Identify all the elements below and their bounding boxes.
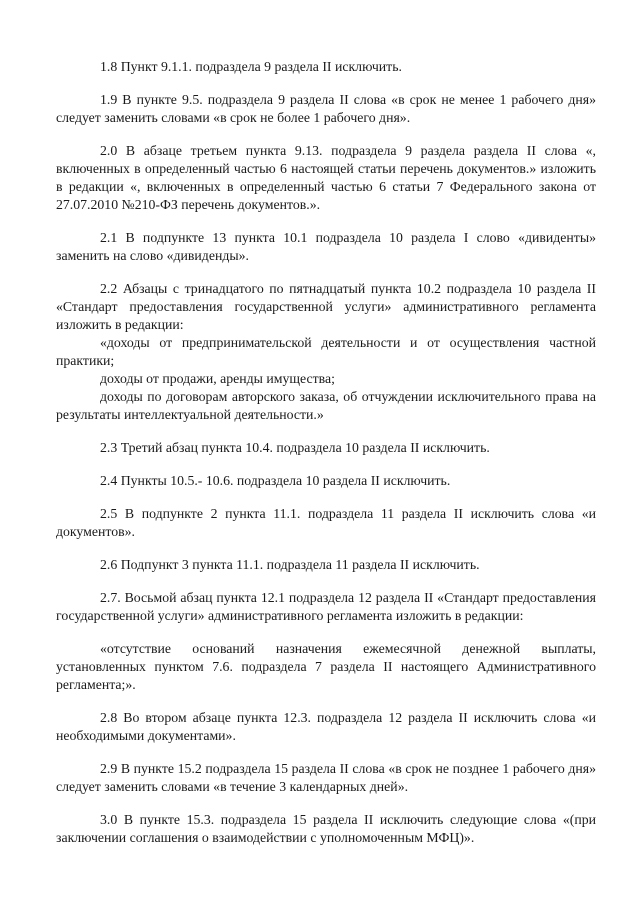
- paragraph-3-0: 3.0 В пункте 15.3. подраздела 15 раздела II исключить следующие слова «(при заключении соглашения о взаимодействии с уполномоченным МФЦ)».: [56, 812, 596, 845]
- paragraph-2-7: 2.7. Восьмой абзац пункта 12.1 подраздела 12 раздела II «Стандарт предоставления государственной услуги» административного регламента изложить в редакции:: [56, 590, 596, 623]
- paragraph-2-8: 2.8 Во втором абзаце пункта 12.3. подраздела 12 раздела II исключить слова «и необходимыми документами».: [56, 710, 596, 743]
- paragraph-2-9: 2.9 В пункте 15.2 подраздела 15 раздела II слова «в срок не позднее 1 рабочего дня» следует заменить словами «в течение 3 календарных дней».: [56, 761, 596, 794]
- paragraph-2-7-quote: «отсутствие оснований назначения ежемесячной денежной выплаты, установленных пунктом 7.6. подраздела 7 раздела II настоящего Административного регламента;».: [56, 641, 596, 692]
- paragraph-2-5: 2.5 В подпункте 2 пункта 11.1. подраздела 11 раздела II исключить слова «и документов».: [56, 506, 596, 539]
- paragraph-2-2-quote-2: доходы от продажи, аренды имущества;: [100, 371, 335, 386]
- paragraph-2-3: 2.3 Третий абзац пункта 10.4. подраздела 10 раздела II исключить.: [100, 440, 490, 455]
- paragraph-2-4: 2.4 Пункты 10.5.- 10.6. подраздела 10 раздела II исключить.: [100, 473, 451, 488]
- document-page: [56, 58, 596, 862]
- paragraph-1-8: 1.8 Пункт 9.1.1. подраздела 9 раздела II исключить.: [100, 59, 402, 74]
- paragraph-2-6: 2.6 Подпункт 3 пункта 11.1. подраздела 11 раздела II исключить.: [100, 557, 480, 572]
- paragraph-1-9: 1.9 В пункте 9.5. подраздела 9 раздела II слова «в срок не менее 1 рабочего дня» следует заменить словами «в срок не более 1 рабочего дня».: [56, 92, 596, 125]
- paragraph-2-2-quote-3: доходы по договорам авторского заказа, об отчуждении исключительного права на результаты интеллектуальной деятельности.»: [56, 389, 596, 422]
- paragraph-2-2-quote-1: «доходы от предпринимательской деятельности и от осуществления частной практики;: [56, 335, 596, 368]
- paragraph-2-0: 2.0 В абзаце третьем пункта 9.13. подраздела 9 раздела раздела II слова «, включенных в определенный частью 6 настоящей статьи перечень документов.» изложить в редакции «, включенных в определенный частью 6 статьи 7 Федерального закона от 27.07.2010 №210-ФЗ перечень документов.».: [56, 143, 596, 212]
- paragraph-2-1: 2.1 В подпункте 13 пункта 10.1 подраздела 10 раздела I слово «дивиденты» заменить на слово «дивиденды».: [56, 230, 596, 263]
- paragraph-2-2: 2.2 Абзацы с тринадцатого по пятнадцатый пункта 10.2 подраздела 10 раздела II «Стандарт предоставления государственной услуги» административного регламента изложить в редакции:: [56, 281, 596, 332]
